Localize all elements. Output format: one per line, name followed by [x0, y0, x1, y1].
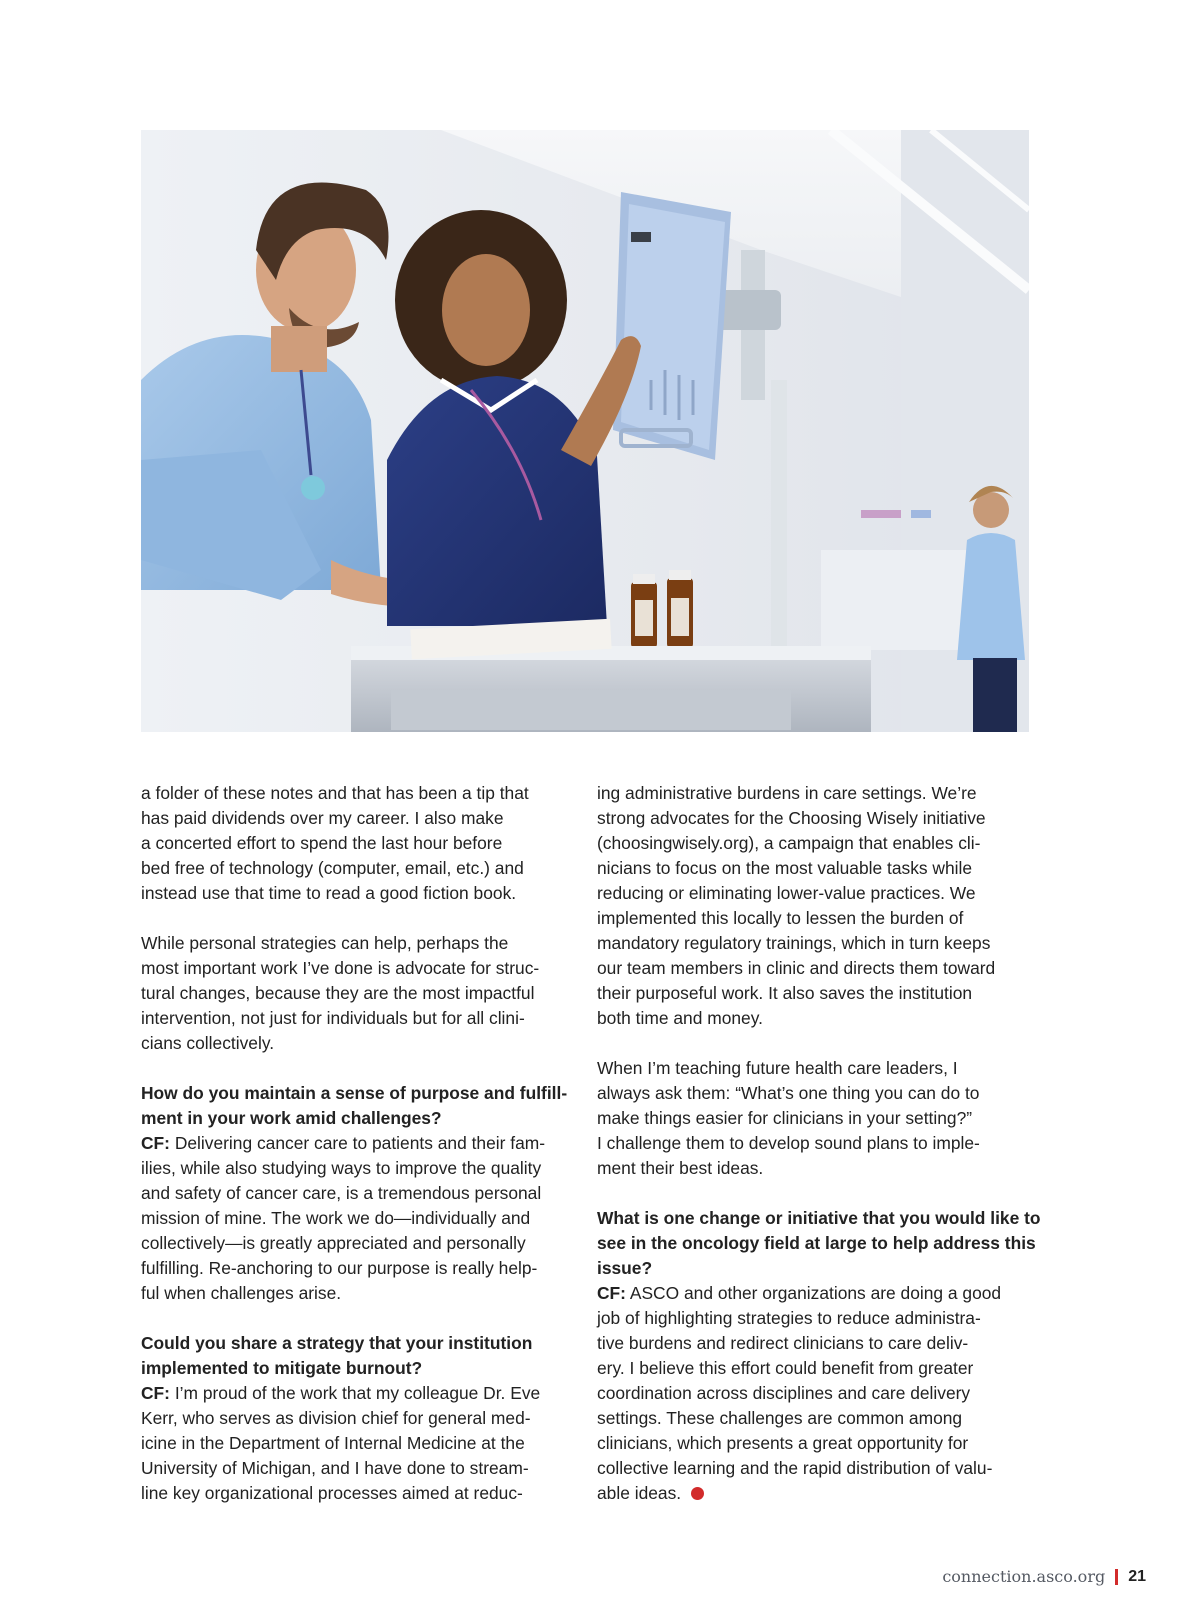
body-line: clinicians, which presents a great opportunity for — [597, 1433, 969, 1453]
body-line: cians collectively. — [141, 1033, 275, 1053]
body-line: When I’m teaching future health care leaders, I — [597, 1058, 958, 1078]
body-line: ment their best ideas. — [597, 1158, 764, 1178]
body-line: reducing or eliminating lower-value practices. We — [597, 883, 976, 903]
answer-speaker: CF: — [141, 1133, 170, 1153]
body-line: job of highlighting strategies to reduce administra- — [597, 1308, 981, 1328]
body-line: make things easier for clinicians in your setting?” — [597, 1108, 973, 1128]
answer-text: Delivering cancer care to patients and their fam- — [169, 1133, 546, 1153]
answer-speaker: CF: — [141, 1383, 170, 1403]
right-text-column — [597, 781, 1041, 1506]
body-line: our team members in clinic and directs them toward — [597, 958, 996, 978]
answer-first-line — [141, 1131, 571, 1156]
body-line: icine in the Department of Internal Medicine at the — [141, 1433, 525, 1453]
interview-question: What is one change or initiative that you would like to — [597, 1208, 1041, 1228]
footer-separator — [1115, 1569, 1118, 1585]
answer-last-line — [597, 1481, 1027, 1506]
page-number: 21 — [1128, 1567, 1146, 1585]
body-line: bed free of technology (computer, email, etc.) and — [141, 858, 524, 878]
body-line: line key organizational processes aimed at reduc- — [141, 1483, 523, 1503]
body-line: ing administrative burdens in care settings. We’re — [597, 783, 977, 803]
body-line: and safety of cancer care, is a tremendous personal — [141, 1183, 542, 1203]
interview-question: issue? — [597, 1258, 653, 1278]
paragraph-gap — [141, 1306, 571, 1331]
answer-text: ASCO and other organizations are doing a good — [625, 1283, 1002, 1303]
body-line: mandatory regulatory trainings, which in turn keeps — [597, 933, 991, 953]
body-line: intervention, not just for individuals but for all clini- — [141, 1008, 525, 1028]
body-line: (choosingwisely.org), a campaign that enables cli- — [597, 833, 981, 853]
answer-first-line — [597, 1281, 1027, 1306]
body-line: settings. These challenges are common among — [597, 1408, 963, 1428]
body-line: ilies, while also studying ways to improve the quality — [141, 1158, 542, 1178]
body-line: I challenge them to develop sound plans to imple- — [597, 1133, 980, 1153]
interview-question: How do you maintain a sense of purpose and fulfill- — [141, 1083, 568, 1103]
answer-speaker: CF: — [597, 1283, 626, 1303]
body-line: University of Michigan, and I have done to stream- — [141, 1458, 529, 1478]
body-line: While personal strategies can help, perhaps the — [141, 933, 509, 953]
body-line: a folder of these notes and that has been a tip that — [141, 783, 529, 803]
paragraph-gap — [141, 906, 571, 931]
answer-text: able ideas. — [597, 1483, 682, 1503]
answer-text: I’m proud of the work that my colleague Dr. Eve — [169, 1383, 541, 1403]
body-line: a concerted effort to spend the last hour before — [141, 833, 503, 853]
body-line: coordination across disciplines and care delivery — [597, 1383, 971, 1403]
body-line: tive burdens and redirect clinicians to care deliv- — [597, 1333, 969, 1353]
body-line: ery. I believe this effort could benefit from greater — [597, 1358, 974, 1378]
interview-question: Could you share a strategy that your institution — [141, 1333, 533, 1353]
body-line: collective learning and the rapid distribution of valu- — [597, 1458, 993, 1478]
body-line: mission of mine. The work we do—individually and — [141, 1208, 531, 1228]
body-line: most important work I’ve done is advocate for struc- — [141, 958, 540, 978]
paragraph-gap — [141, 1056, 571, 1081]
body-line: strong advocates for the Choosing Wisely initiative — [597, 808, 986, 828]
body-line: both time and money. — [597, 1008, 763, 1028]
interview-question: ment in your work amid challenges? — [141, 1108, 442, 1128]
body-line: their purposeful work. It also saves the institution — [597, 983, 973, 1003]
interview-question: implemented to mitigate burnout? — [141, 1358, 423, 1378]
body-line: instead use that time to read a good fiction book. — [141, 883, 517, 903]
body-line: implemented this locally to lessen the burden of — [597, 908, 964, 928]
article-photo — [141, 130, 1029, 732]
answer-first-line — [141, 1381, 571, 1406]
body-line: fulfilling. Re-anchoring to our purpose is really help- — [141, 1258, 538, 1278]
left-text-column — [141, 781, 571, 1506]
body-line: collectively—is greatly appreciated and personally — [141, 1233, 526, 1253]
end-mark-icon — [691, 1487, 704, 1500]
page-footer — [942, 1567, 1146, 1586]
paragraph-gap — [597, 1031, 1027, 1056]
clinicians-photo-illustration — [141, 130, 1029, 732]
body-line: nicians to focus on the most valuable tasks while — [597, 858, 973, 878]
footer-site-link[interactable]: connection.asco.org — [942, 1567, 1106, 1586]
interview-question: see in the oncology field at large to help address this — [597, 1233, 1036, 1253]
body-line: ful when challenges arise. — [141, 1283, 342, 1303]
body-line: tural changes, because they are the most impactful — [141, 983, 535, 1003]
paragraph-gap — [597, 1181, 1027, 1206]
body-line: always ask them: “What’s one thing you can do to — [597, 1083, 980, 1103]
body-line: Kerr, who serves as division chief for general med- — [141, 1408, 531, 1428]
body-line: has paid dividends over my career. I also make — [141, 808, 504, 828]
